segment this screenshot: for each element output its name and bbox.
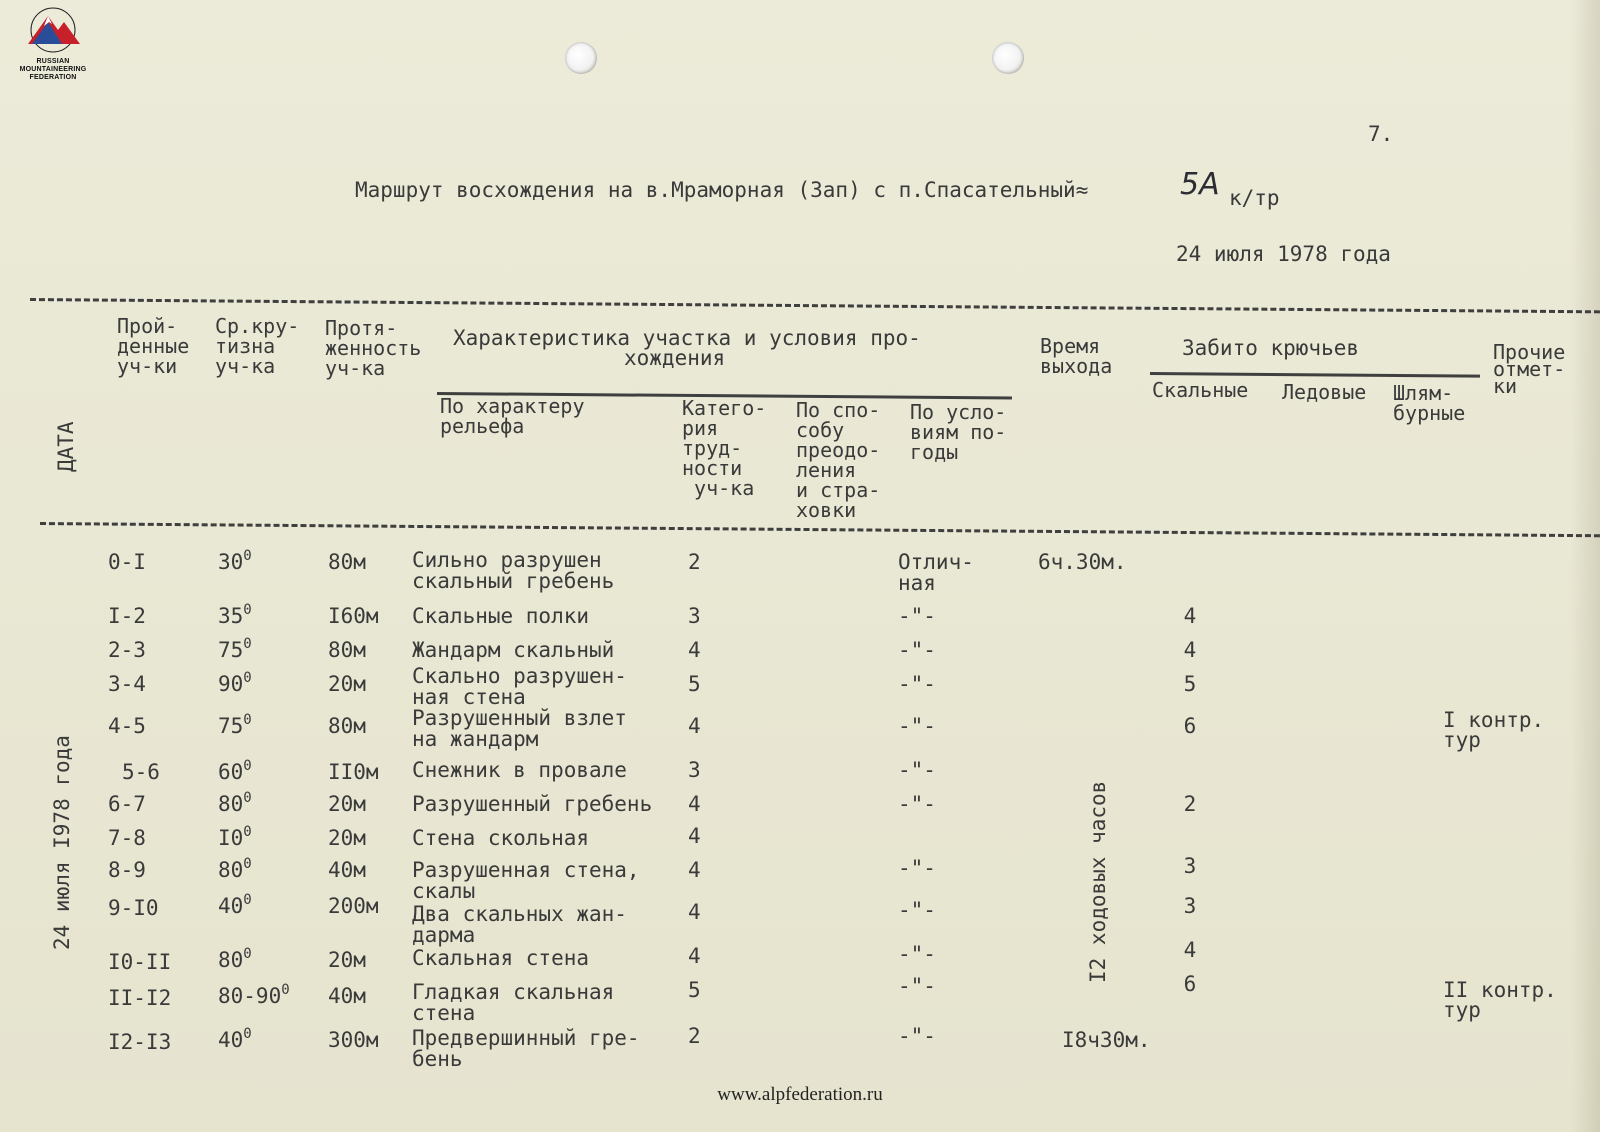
header-characteristic-2: хождения xyxy=(624,346,726,370)
steep-value: 35 xyxy=(218,604,244,628)
row-section: 2-3 xyxy=(108,638,146,662)
row-weather: -"- xyxy=(898,942,936,966)
row-length: 80м xyxy=(328,550,366,574)
row-weather: -"- xyxy=(898,1024,936,1048)
row-section: I0-II xyxy=(108,950,172,974)
row-section: I2-I3 xyxy=(108,1030,172,1054)
row-length: I60м xyxy=(328,604,379,628)
row-weather: -"- xyxy=(898,898,936,922)
row-length: 80м xyxy=(328,714,366,738)
row-weather: -"- xyxy=(898,974,936,998)
row-length: II0м xyxy=(328,760,379,784)
header-category: Катего- рия труд- ности уч-ка xyxy=(682,396,767,500)
date-vertical: 24 июля I978 года xyxy=(50,735,74,950)
row-steepness xyxy=(218,712,252,738)
degree-mark: 0 xyxy=(243,670,252,686)
header-weather: По усло- виям по- годы xyxy=(910,400,1007,464)
steep-value: 80-90 xyxy=(218,984,282,1008)
header-bottom-rule xyxy=(40,522,1600,537)
degree-mark: 0 xyxy=(243,636,252,652)
row-section: 3-4 xyxy=(108,672,146,696)
steep-value: 80 xyxy=(218,792,244,816)
row-category: 5 xyxy=(688,672,701,696)
degree-mark: 0 xyxy=(243,758,252,774)
federation-logo xyxy=(8,6,98,84)
row-section: 6-7 xyxy=(108,792,146,816)
row-rock-pitons: 6 xyxy=(1183,972,1197,996)
row-section: 9-I0 xyxy=(108,896,159,920)
row-category: 4 xyxy=(688,638,701,662)
row-rock-pitons: 5 xyxy=(1183,672,1197,696)
row-steepness xyxy=(218,892,252,918)
row-weather: -"- xyxy=(898,792,936,816)
row-terrain: Стена скольная xyxy=(412,826,590,850)
row-steepness xyxy=(218,1026,252,1052)
row-rock-pitons: 4 xyxy=(1183,938,1197,962)
row-rock-pitons: 6 xyxy=(1183,714,1197,738)
row-rock-pitons: 4 xyxy=(1183,604,1197,628)
header-method: По спо- собу преодо- ления и стра- ховки xyxy=(796,398,881,522)
row-rock-pitons: 3 xyxy=(1183,854,1197,878)
row-terrain: Снежник в провале xyxy=(412,758,627,782)
row-category: 2 xyxy=(688,1024,701,1048)
row-steepness xyxy=(218,946,252,972)
degree-mark: 0 xyxy=(281,982,290,998)
start-time: 6ч.30м. xyxy=(1038,550,1127,574)
time-vertical: I2 ходовых часов xyxy=(1086,780,1110,983)
row-weather: -"- xyxy=(898,604,936,628)
row-length: 300м xyxy=(328,1028,379,1052)
row-terrain: Два скальных жан- дарма xyxy=(412,902,627,947)
row-rock-pitons: 3 xyxy=(1183,894,1197,918)
row-section: 5-6 xyxy=(122,760,160,784)
row-section: I-2 xyxy=(108,604,146,628)
degree-mark: 0 xyxy=(243,712,252,728)
row-length: 40м xyxy=(328,858,366,882)
row-weather: Отлич- ная xyxy=(898,550,974,595)
row-steepness xyxy=(218,790,252,816)
row-rock-pitons: 4 xyxy=(1183,638,1197,662)
row-length: 200м xyxy=(328,894,379,918)
degree-mark: 0 xyxy=(243,824,252,840)
row-length: 20м xyxy=(328,948,366,972)
logo-line2: MOUNTAINEERING xyxy=(19,66,87,73)
degree-mark: 0 xyxy=(243,892,252,908)
row-note: I контр. тур xyxy=(1443,708,1545,752)
degree-mark: 0 xyxy=(243,548,252,564)
row-terrain: Разрушенная стена, скалы xyxy=(412,858,640,903)
row-category: 2 xyxy=(688,550,701,574)
steep-value: 75 xyxy=(218,714,244,738)
logo-line1: RUSSIAN xyxy=(36,58,70,65)
steep-value: 60 xyxy=(218,760,244,784)
row-weather: -"- xyxy=(898,672,936,696)
header-notes: Прочие отмет- ки xyxy=(1493,340,1566,398)
steep-value: 40 xyxy=(218,894,244,918)
row-note: II контр. тур xyxy=(1443,978,1557,1022)
date-line: 24 июля 1978 года xyxy=(1176,242,1391,266)
row-terrain: Разрушенный взлет на жандарм xyxy=(412,706,627,751)
steep-value: 75 xyxy=(218,638,244,662)
row-section: 7-8 xyxy=(108,826,146,850)
steep-value: 40 xyxy=(218,1028,244,1052)
steep-value: 90 xyxy=(218,672,244,696)
degree-mark: 0 xyxy=(243,790,252,806)
header-pitons-underline xyxy=(1150,372,1480,378)
footer-url: www.alpfederation.ru xyxy=(717,1084,883,1105)
degree-mark: 0 xyxy=(243,856,252,872)
header-length: Протя- женность уч-ка xyxy=(325,316,422,380)
row-steepness xyxy=(218,602,252,628)
row-weather: -"- xyxy=(898,638,936,662)
table-top-rule xyxy=(30,298,1600,313)
header-bolt: Шлям- бурные xyxy=(1393,381,1466,425)
header-ice: Ледовые xyxy=(1282,380,1367,404)
punch-hole-left xyxy=(565,42,597,74)
mountain-logo-icon xyxy=(18,6,88,54)
logo-line3: FEDERATION xyxy=(29,74,77,81)
row-length: 40м xyxy=(328,984,366,1008)
page-title xyxy=(355,180,1088,201)
row-weather: -"- xyxy=(898,714,936,738)
row-category: 4 xyxy=(688,858,701,882)
row-steepness xyxy=(218,548,252,574)
row-category: 4 xyxy=(688,900,701,924)
row-terrain: Скально разрушен- ная стена xyxy=(412,664,627,709)
row-steepness xyxy=(218,670,252,696)
row-section: 4-5 xyxy=(108,714,146,738)
paper-edge-shadow xyxy=(1570,0,1600,1132)
grade-handwritten: 5А xyxy=(1180,167,1220,202)
row-terrain: Предвершинный гре- бень xyxy=(412,1026,640,1071)
header-pitons: Забито крючьев xyxy=(1182,336,1360,360)
steep-value: 80 xyxy=(218,858,244,882)
steep-value: 30 xyxy=(218,550,244,574)
row-category: 3 xyxy=(688,604,701,628)
row-terrain: Гладкая скальная стена xyxy=(412,980,615,1025)
row-category: 4 xyxy=(688,714,701,738)
row-category: 4 xyxy=(688,944,701,968)
row-terrain: Скальные полки xyxy=(412,604,590,628)
punch-hole-right xyxy=(992,42,1024,74)
row-length: 20м xyxy=(328,792,366,816)
row-category: 4 xyxy=(688,792,701,816)
row-length: 20м xyxy=(328,826,366,850)
row-category: 4 xyxy=(688,824,701,848)
page-number: 7. xyxy=(1368,122,1394,146)
row-rock-pitons: 2 xyxy=(1183,792,1197,816)
header-date: ДАТА xyxy=(54,421,78,472)
degree-mark: 0 xyxy=(243,602,252,618)
header-steepness: Ср.кру- тизна уч-ка xyxy=(215,314,300,378)
row-steepness xyxy=(218,824,252,850)
header-time: Время выхода xyxy=(1040,334,1113,378)
end-time: I8ч30м. xyxy=(1062,1028,1151,1052)
grade-unit: к/тр xyxy=(1229,186,1280,210)
steep-value: 80 xyxy=(218,948,244,972)
degree-mark: 0 xyxy=(243,1026,252,1042)
row-steepness xyxy=(218,636,252,662)
degree-mark: 0 xyxy=(243,946,252,962)
header-sections: Прой- денные уч-ки xyxy=(117,314,190,378)
row-weather: -"- xyxy=(898,856,936,880)
header-rock: Скальные xyxy=(1152,378,1249,402)
row-length: 80м xyxy=(328,638,366,662)
grade-approx: ≈ xyxy=(1075,178,1089,202)
row-steepness xyxy=(218,856,252,882)
row-section: 8-9 xyxy=(108,858,146,882)
row-terrain: Разрушенный гребень xyxy=(412,792,653,816)
title-text: Маршрут восхождения на в.Мраморная (Зап) с п.Спасательный xyxy=(355,178,1076,202)
row-steepness xyxy=(218,758,252,784)
steep-value: I0 xyxy=(218,826,244,850)
row-section: II-I2 xyxy=(108,986,172,1010)
row-terrain: Скальная стена xyxy=(412,946,590,970)
row-category: 5 xyxy=(688,978,701,1002)
row-section: 0-I xyxy=(108,550,146,574)
row-steepness xyxy=(218,982,290,1008)
row-weather: -"- xyxy=(898,758,936,782)
row-terrain: Сильно разрушен скальный гребень xyxy=(412,548,615,593)
row-length: 20м xyxy=(328,672,366,696)
row-category: 3 xyxy=(688,758,701,782)
row-terrain: Жандарм скальный xyxy=(412,638,615,662)
header-terrain: По характеру рельефа xyxy=(440,394,585,438)
header-characteristic: Характеристика участка и условия про- xyxy=(453,326,921,350)
